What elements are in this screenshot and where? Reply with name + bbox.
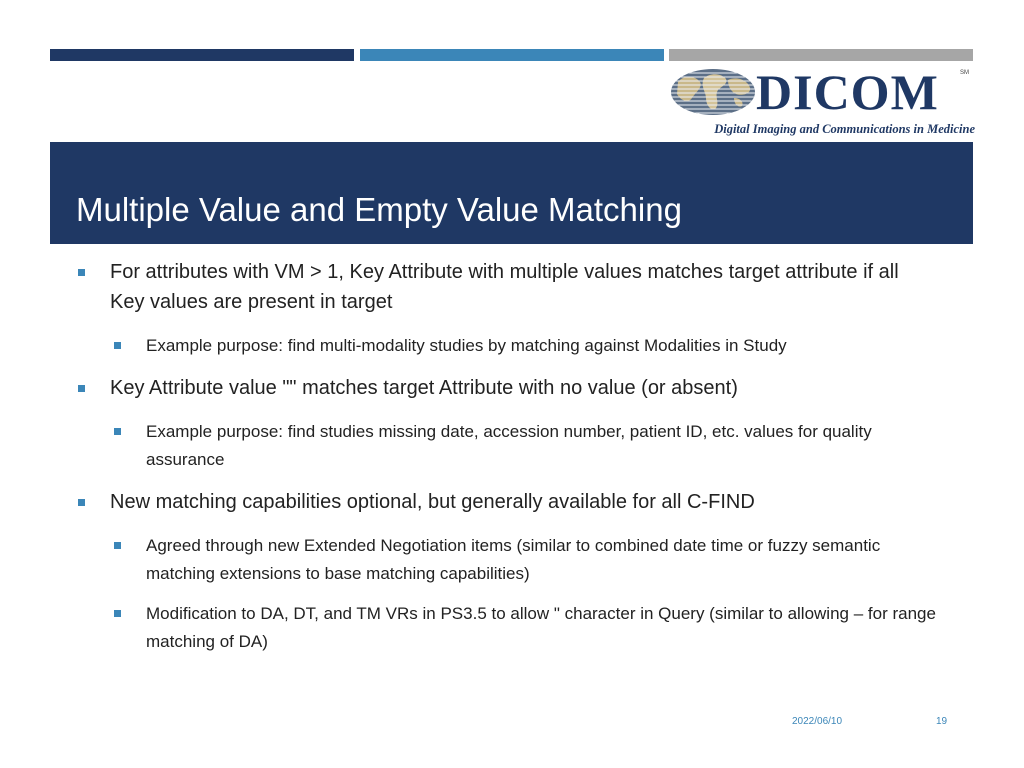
square-bullet-icon [114, 342, 121, 349]
sub-bullet-text: Example purpose: find studies missing date, accession number, patient ID, etc. values for quality assurance [146, 422, 872, 469]
bullet-item [110, 487, 930, 517]
page-number: 19 [936, 716, 948, 727]
logo-servicemark: SM [960, 70, 969, 76]
sub-bullet-item [146, 532, 946, 588]
square-bullet-icon [78, 269, 85, 276]
accent-bar-gray [669, 49, 973, 61]
bullet-text: Key Attribute value "" matches target Attribute with no value (or absent) [110, 377, 738, 399]
sub-bullet-text: Agreed through new Extended Negotiation items (similar to combined date time or fuzzy semantic matching extensions to base matching capabilities) [146, 536, 881, 583]
sub-bullet-text: Modification to DA, DT, and TM VRs in PS3.5 to allow " character in Query (similar to allowing – for range matching of DA) [146, 604, 936, 651]
square-bullet-icon [78, 499, 85, 506]
sub-bullet-item [146, 418, 951, 474]
footer-date: 2022/06/10 [792, 716, 843, 727]
square-bullet-icon [114, 428, 121, 435]
logo-wordmark: DICOM [756, 64, 939, 120]
bullet-item [110, 257, 930, 317]
bullet-text: New matching capabilities optional, but generally available for all C-FIND [110, 491, 755, 513]
slide-title: Multiple Value and Empty Value Matching [76, 191, 682, 228]
sub-bullet-item [146, 600, 946, 656]
sub-bullet-text: Example purpose: find multi-modality studies by matching against Modalities in Study [146, 336, 787, 355]
globe-icon [670, 68, 756, 116]
accent-bar-dark [50, 49, 354, 61]
square-bullet-icon [78, 385, 85, 392]
dicom-logo [670, 64, 975, 140]
square-bullet-icon [114, 542, 121, 549]
sub-bullet-item [146, 332, 946, 360]
logo-tagline: Digital Imaging and Communications in Medicine [714, 122, 975, 136]
title-band [50, 142, 973, 244]
bullet-text: For attributes with VM > 1, Key Attribute with multiple values matches target attribute if all Key values are present in target [110, 261, 899, 313]
accent-bar-blue [360, 49, 664, 61]
square-bullet-icon [114, 610, 121, 617]
bullet-item [110, 373, 930, 403]
